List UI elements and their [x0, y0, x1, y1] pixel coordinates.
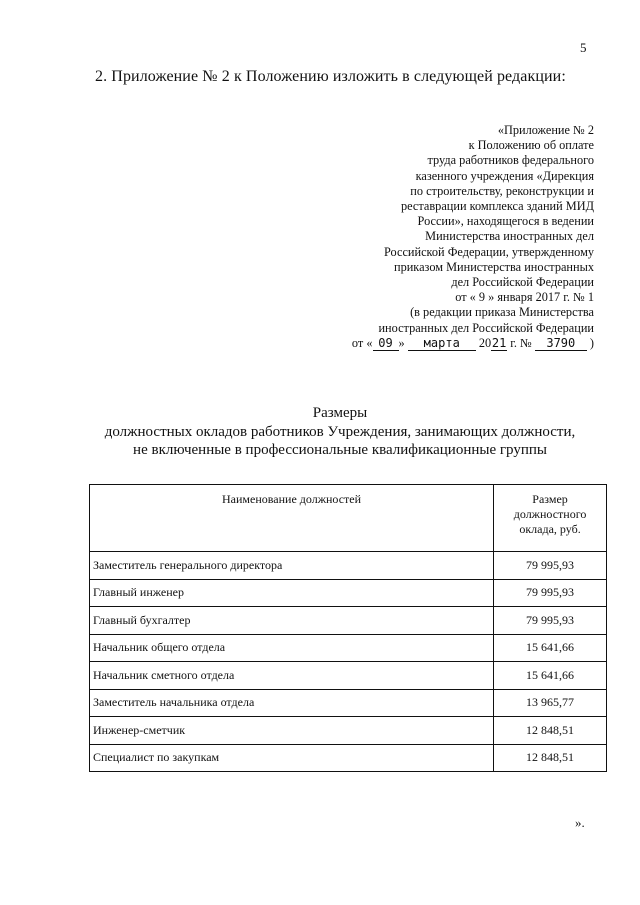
appendix-date-line [294, 336, 594, 351]
cell-salary: 79 995,93 [494, 579, 607, 607]
appendix-line: дел Российской Федерации [451, 275, 594, 290]
cell-salary: 12 848,51 [494, 717, 607, 745]
date-suffix: ) [589, 335, 594, 350]
title-line: должностных окладов работников Учреждения, занимающих должности, [104, 423, 576, 440]
page-number: 5 [580, 40, 587, 55]
year-prefix: 20 [478, 335, 492, 350]
closing-quote: ». [575, 815, 585, 830]
cell-salary: 13 965,77 [494, 689, 607, 717]
appendix-line: «Приложение № 2 [497, 123, 594, 137]
cell-salary: 12 848,51 [494, 744, 607, 772]
header-salary: Размер должностного оклада, руб. [494, 485, 607, 552]
table-row [90, 634, 607, 662]
table-row [90, 607, 607, 635]
cell-salary: 15 641,66 [494, 662, 607, 690]
appendix-line: по строительству, реконструкции и [410, 183, 594, 198]
table-header-row [90, 485, 607, 552]
table-row [90, 717, 607, 745]
appendix-line: казенного учреждения «Дирекция [415, 168, 594, 183]
section-heading: 2. Приложение № 2 к Положению изложить в следующей редакции: [95, 68, 566, 85]
appendix-reference-block [294, 123, 594, 351]
cell-salary: 79 995,93 [494, 607, 607, 635]
title-line: Размеры [312, 405, 368, 421]
cell-salary: 79 995,93 [494, 552, 607, 580]
handwritten-month: марта [408, 337, 476, 351]
cell-position: Специалист по закупкам [90, 744, 494, 772]
cell-position: Начальник общего отдела [90, 634, 494, 662]
appendix-line: реставрации комплекса зданий МИД [401, 199, 594, 214]
cell-position: Заместитель начальника отдела [90, 689, 494, 717]
title-line: не включенные в профессиональные квалификационные группы [133, 442, 547, 458]
table-row [90, 579, 607, 607]
appendix-line: труда работников федерального [427, 153, 594, 168]
appendix-line: Российской Федерации, утвержденному [384, 244, 594, 259]
cell-position: Инженер-сметчик [90, 717, 494, 745]
cell-salary: 15 641,66 [494, 634, 607, 662]
appendix-line: к Положению об оплате [468, 138, 594, 153]
handwritten-day: 09 [373, 337, 399, 351]
handwritten-order-number: 3790 [535, 337, 587, 351]
salary-table [89, 484, 607, 772]
header-position: Наименование должностей [90, 485, 494, 552]
table-row [90, 744, 607, 772]
date-bracket: » [398, 335, 405, 350]
appendix-line: Министерства иностранных дел [425, 229, 594, 244]
appendix-line: России», находящегося в ведении [417, 214, 594, 229]
appendix-line: иностранных дел Российской Федерации [378, 320, 594, 335]
cell-position: Главный бухгалтер [90, 607, 494, 635]
order-number-label: г. № [510, 335, 532, 350]
appendix-line: приказом Министерства иностранных [393, 259, 594, 274]
table-row [90, 662, 607, 690]
cell-position: Начальник сметного отдела [90, 662, 494, 690]
cell-position: Заместитель генерального директора [90, 552, 494, 580]
table-row [90, 689, 607, 717]
cell-position: Главный инженер [90, 579, 494, 607]
handwritten-year: 21 [491, 335, 507, 350]
appendix-line: (в редакции приказа Министерства [410, 305, 594, 320]
appendix-line: от « 9 » января 2017 г. № 1 [455, 290, 594, 305]
document-title [60, 404, 620, 460]
table-row [90, 552, 607, 580]
date-prefix: от « [351, 335, 373, 350]
